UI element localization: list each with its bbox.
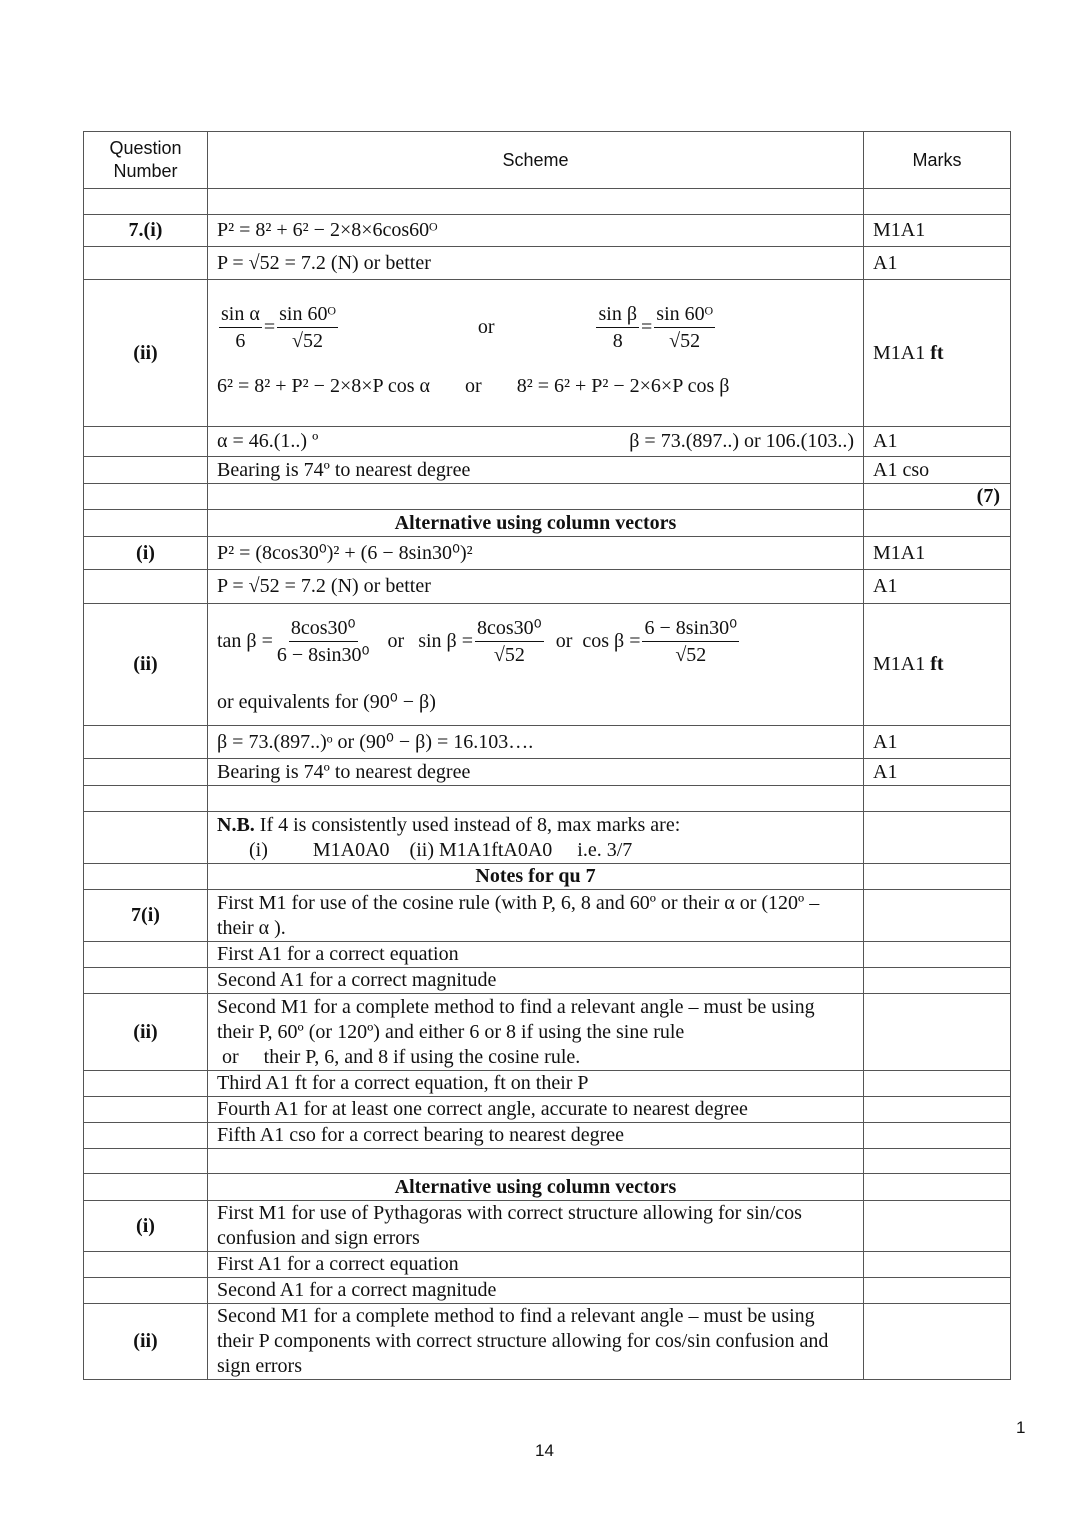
- nb-row: [84, 812, 1011, 864]
- table-row: [84, 1123, 1011, 1149]
- section-heading: Notes for qu 7: [208, 864, 864, 890]
- note-cell: Second A1 for a correct magnitude: [208, 1278, 864, 1304]
- scheme-cell: Bearing is 74º to nearest degree: [208, 457, 864, 484]
- table-row: [84, 1278, 1011, 1304]
- table-row: [84, 759, 1011, 786]
- total-row: [84, 484, 1011, 510]
- question-label: 7(i): [84, 890, 208, 942]
- table-row: [84, 994, 1011, 1071]
- table-row: [84, 457, 1011, 484]
- marks-cell: M1A1 ft: [864, 604, 1011, 726]
- table-row: [84, 1304, 1011, 1380]
- note-cell: First M1 for use of the cosine rule (with P, 6, 8 and 60º or their α or (120º – their α ).: [208, 890, 864, 942]
- scheme-cell: P = √52 = 7.2 (N) or better: [208, 247, 864, 280]
- note-cell: Second M1 for a complete method to find a relevant angle – must be using their P, 60º (or 120º) and either 6 or 8 if using the sine rule or their P, 6, and 8 if using the cosine rule.: [208, 994, 864, 1071]
- note-cell: Second A1 for a correct magnitude: [208, 968, 864, 994]
- section-heading: Alternative using column vectors: [208, 1174, 864, 1201]
- fraction: $\frac{\text{sin β}}{8}$: [598, 303, 637, 352]
- fraction: $\frac{\text{6 − 8sin30⁰}}{√52}$: [644, 616, 738, 666]
- scheme-cell: P = √52 = 7.2 (N) or better: [208, 570, 864, 604]
- table-row: [84, 968, 1011, 994]
- header-marks: Marks: [864, 132, 1011, 189]
- fraction: $\frac{\text{sin 60ᴼ}}{√52}$: [279, 303, 336, 352]
- mark-scheme-table: [83, 131, 1011, 1380]
- marks-cell: M1A1 ft: [864, 280, 1011, 427]
- table-row: [84, 890, 1011, 942]
- note-cell: First A1 for a correct equation: [208, 1252, 864, 1278]
- scheme-cell: α = 46.(1..) º β = 73.(897..) or 106.(103..): [208, 427, 864, 457]
- note-cell: Fifth A1 cso for a correct bearing to nearest degree: [208, 1123, 864, 1149]
- marks-cell: A1: [864, 247, 1011, 280]
- table-row: [84, 1201, 1011, 1252]
- table-row: [84, 726, 1011, 759]
- fraction: $\frac{\text{sin α}}{6}$: [221, 303, 260, 352]
- question-label: (ii): [84, 280, 208, 427]
- table-row: [84, 537, 1011, 570]
- fraction: $\frac{\text{8cos30⁰}}{√52}$: [477, 616, 542, 666]
- nb-note: N.B. If 4 is consistently used instead of 8, max marks are: (i) M1A0A0 (ii) M1A1ftA0A0 i.e. 3/7: [208, 812, 864, 864]
- corner-number: 1: [1016, 1418, 1026, 1437]
- section-heading-row: [84, 510, 1011, 537]
- scheme-cell: β = 73.(897..)ᵒ or (90⁰ − β) = 16.103….: [208, 726, 864, 759]
- note-cell: First M1 for use of Pythagoras with correct structure allowing for sin/cos confusion and sign errors: [208, 1201, 864, 1252]
- scheme-cell: P² = 8² + 6² − 2×8×6cos60ᴼ: [208, 215, 864, 247]
- question-label: (ii): [84, 1304, 208, 1380]
- section-heading-row: [84, 864, 1011, 890]
- total-marks: (7): [864, 484, 1011, 510]
- table-row: [84, 570, 1011, 604]
- table-row: [84, 1071, 1011, 1097]
- note-cell: Second M1 for a complete method to find a relevant angle – must be using their P components with correct structure allowing for cos/sin confusion and sign errors: [208, 1304, 864, 1380]
- marks-cell: M1A1: [864, 215, 1011, 247]
- scheme-cell: Bearing is 74º to nearest degree: [208, 759, 864, 786]
- header-scheme: Scheme: [208, 132, 864, 189]
- marks-cell: A1: [864, 427, 1011, 457]
- empty-row: [84, 189, 1011, 215]
- cosine-rule-beta: 8² = 6² + P² − 2×6×P cos β: [516, 375, 730, 397]
- marks-cell: M1A1: [864, 537, 1011, 570]
- scheme-cell: P² = (8cos30⁰)² + (6 − 8sin30⁰)²: [208, 537, 864, 570]
- scheme-cell: $\frac{\text{sin α}}{6}$ = $\frac{\text{sin 60ᴼ}}{√52}$ or $\frac{\text{sin β}}{8}$ = $\frac{\text{sin 60ᴼ}}{√52}$ 6² = 8² + P² − 2×8×P cos α or 8² = 6² + P² − 2×6×P cos β: [208, 280, 864, 427]
- empty-row: [84, 786, 1011, 812]
- header-question: Question Number: [84, 132, 208, 189]
- table-row: [84, 280, 1011, 427]
- fraction: $\frac{\text{8cos30⁰}}{\text{6 − 8sin30⁰}}$: [276, 616, 370, 666]
- question-label: (i): [84, 537, 208, 570]
- table-row: [84, 215, 1011, 247]
- question-label: (ii): [84, 994, 208, 1071]
- page-number: 14: [535, 1441, 554, 1460]
- note-cell: First A1 for a correct equation: [208, 942, 864, 968]
- question-label: (i): [84, 1201, 208, 1252]
- section-heading: Alternative using column vectors: [208, 510, 864, 537]
- empty-row: [84, 1149, 1011, 1174]
- header-row: [84, 132, 1011, 189]
- table-row: [84, 247, 1011, 280]
- note-cell: Fourth A1 for at least one correct angle, accurate to nearest degree: [208, 1097, 864, 1123]
- cosine-rule-alpha: 6² = 8² + P² − 2×8×P cos α: [217, 375, 431, 397]
- table-row: [84, 604, 1011, 726]
- marks-cell: A1: [864, 726, 1011, 759]
- question-label: 7.(i): [84, 215, 208, 247]
- table-row: [84, 942, 1011, 968]
- marks-cell: A1: [864, 570, 1011, 604]
- marks-cell: A1 cso: [864, 457, 1011, 484]
- equivalents-note: or equivalents for (90⁰ − β): [217, 690, 436, 713]
- section-heading-row: [84, 1174, 1011, 1201]
- note-cell: Third A1 ft for a correct equation, ft on their P: [208, 1071, 864, 1097]
- marks-cell: A1: [864, 759, 1011, 786]
- question-label: (ii): [84, 604, 208, 726]
- table-row: [84, 1252, 1011, 1278]
- table-row: [84, 1097, 1011, 1123]
- fraction: $\frac{\text{sin 60ᴼ}}{√52}$: [656, 303, 713, 352]
- table-row: [84, 427, 1011, 457]
- scheme-cell: tan β = $\frac{\text{8cos30⁰}}{\text{6 − 8sin30⁰}}$ or sin β = $\frac{\text{8cos30⁰}}{√52}$ or cos β = $\frac{\text{6 − 8sin30⁰}}{√52}$ or equivalents for (90⁰ − β): [208, 604, 864, 726]
